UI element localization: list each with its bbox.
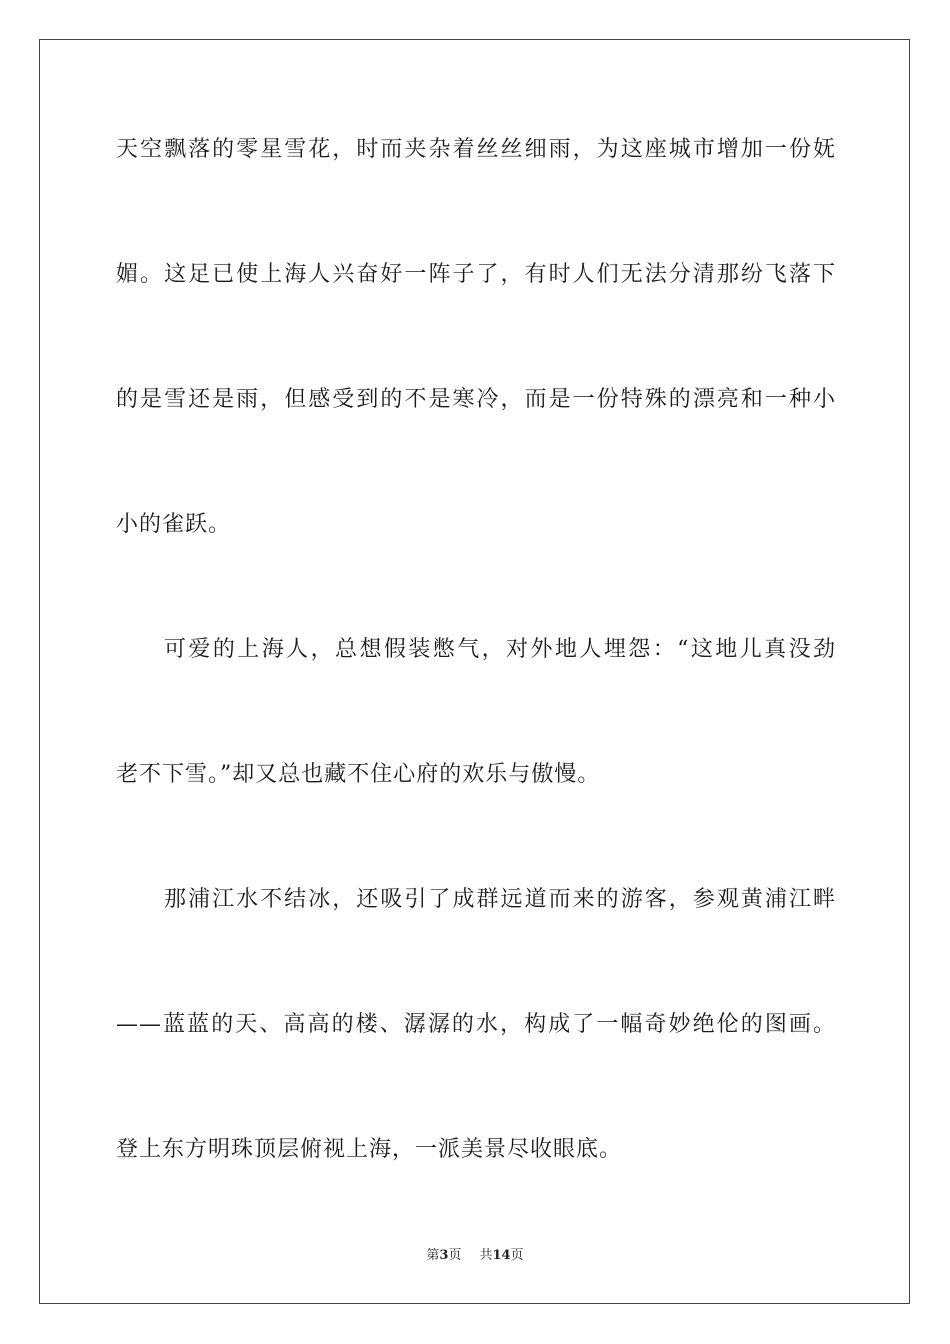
page-footer	[0, 1247, 950, 1265]
text-line: 那浦江水不结冰，还吸引了成群远道而来的游客，参观黄浦江畔	[164, 887, 836, 912]
total-suffix: 页	[510, 1248, 524, 1263]
page-suffix: 页	[448, 1248, 462, 1263]
text-line: 的是雪还是雨，但感受到的不是寒冷，而是一份特殊的漂亮和一种小	[116, 387, 836, 412]
text-line: 登上东方明珠顶层俯视上海，一派美景尽收眼底。	[116, 1137, 623, 1162]
text-line: 天空飘落的零星雪花，时而夹杂着丝丝细雨，为这座城市增加一份妩	[116, 137, 836, 162]
page-prefix: 第	[426, 1248, 440, 1263]
total-pages: 14	[492, 1248, 511, 1263]
text-line: 老不下雪。”却又总也藏不住心府的欢乐与傲慢。	[116, 762, 601, 787]
text-line: ——蓝蓝的天、高高的楼、潺潺的水，构成了一幅奇妙绝伦的图画。	[116, 1012, 836, 1037]
text-line: 媚。这足已使上海人兴奋好一阵子了，有时人们无法分清那纷飞落下	[116, 262, 836, 287]
page-border	[39, 39, 910, 1304]
text-line: 可爱的上海人，总想假装憋气，对外地人埋怨：“这地儿真没劲	[164, 637, 836, 662]
text-line: 小的雀跃。	[116, 512, 232, 537]
page-number: 3	[439, 1248, 449, 1263]
total-prefix: 共	[479, 1248, 493, 1263]
